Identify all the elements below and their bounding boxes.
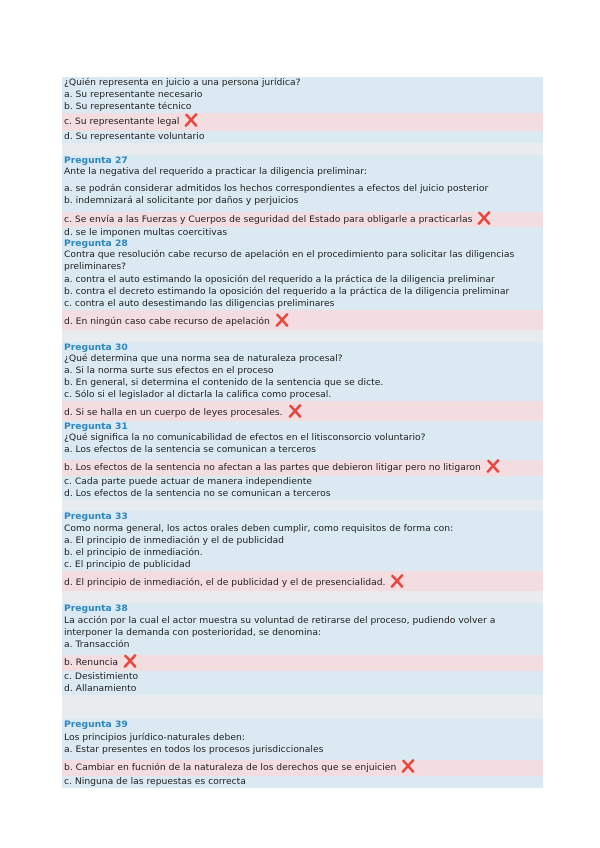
wrong-answer-row <box>62 405 543 421</box>
answer-option <box>62 639 543 651</box>
x-mark-icon <box>275 313 289 327</box>
row-text: Contra que resolución cabe recurso de apelación en el procedimiento para solicitar las diligencias preliminares? <box>64 249 515 272</box>
answer-option <box>62 559 543 571</box>
wrong-answer-row <box>62 314 543 330</box>
row-text: Ante la negativa del requerido a practicar la diligencia preliminar: <box>64 166 367 177</box>
wrong-answer-row <box>62 212 543 227</box>
question-title-text: Pregunta 38 <box>64 603 128 614</box>
question-text <box>62 523 543 535</box>
spacer-row <box>62 500 543 511</box>
row-text: d. Su representante voluntario <box>64 131 205 142</box>
answer-option <box>62 89 543 101</box>
question-text <box>62 732 543 744</box>
row-text: b. En general, si determina el contenido de la sentencia que se dicte. <box>64 377 384 388</box>
row-text: c. Sólo si el legislador al dictarla la califica como procesal. <box>64 389 332 400</box>
question-title-text: Pregunta 30 <box>64 342 128 353</box>
row-text: a. Los efectos de la sentencia se comunican a terceros <box>64 444 316 455</box>
row-text: ¿Qué determina que una norma sea de naturaleza procesal? <box>64 353 343 364</box>
question-title <box>62 511 543 523</box>
question-title-text: Pregunta 28 <box>64 238 128 249</box>
answer-option <box>62 535 543 547</box>
answer-option <box>62 476 543 488</box>
row-text: c. Ninguna de las repuestas es correcta <box>64 776 246 787</box>
row-text: a. El principio de inmediación y el de publicidad <box>64 535 285 546</box>
question-title <box>62 603 543 615</box>
row-text: c. Su representante legal <box>64 116 180 127</box>
row-text: La acción por la cual el actor muestra su voluntad de retirarse del proceso, pudiendo volver a interponer la demanda con posterioridad, se denomina: <box>64 615 496 638</box>
answer-option <box>62 365 543 377</box>
answer-option <box>62 274 543 286</box>
row-text: d. se le imponen multas coercitivas <box>64 227 228 238</box>
row-text: c. El principio de publicidad <box>64 559 191 570</box>
row-text: d. En ningún caso cabe recurso de apelación <box>64 316 270 327</box>
answer-option <box>62 389 543 401</box>
question-title-text: Pregunta 33 <box>64 511 128 522</box>
x-mark-icon <box>123 654 137 668</box>
answer-option <box>62 298 543 310</box>
wrong-answer-row <box>62 460 543 476</box>
row-text: b. Los efectos de la sentencia no afectan a las partes que debieron litigar pero no litigaron <box>64 462 481 473</box>
x-mark-icon <box>477 211 491 225</box>
question-title-text: Pregunta 31 <box>64 421 128 432</box>
row-text: Como norma general, los actos orales deben cumplir, como requisitos de forma con: <box>64 523 454 534</box>
answer-option <box>62 671 543 683</box>
row-text: a. Su representante necesario <box>64 89 203 100</box>
row-text: a. Transacción <box>64 639 130 650</box>
row-text: Los principios jurídico-naturales deben: <box>64 732 245 743</box>
answer-option <box>62 744 543 756</box>
row-text: b. indemnizará al solicitante por daños y perjuicios <box>64 195 299 206</box>
question-text <box>62 249 543 274</box>
row-text: d. Si se halla en un cuerpo de leyes procesales. <box>64 407 283 418</box>
answer-option <box>62 183 543 195</box>
answer-option <box>62 377 543 389</box>
x-mark-icon <box>390 574 404 588</box>
row-text: a. Estar presentes en todos los procesos jurisdiccionales <box>64 744 324 755</box>
row-text: ¿Qué significa la no comunicabilidad de efectos en el litisconsorcio voluntario? <box>64 432 426 443</box>
row-text: c. Desistimiento <box>64 671 139 682</box>
answer-option <box>62 286 543 298</box>
row-text: b. contra el decreto estimando la oposición del requerido a la práctica de la diligencia preliminar <box>64 286 510 297</box>
answer-option <box>62 131 543 143</box>
row-text: a. Si la norma surte sus efectos en el proceso <box>64 365 274 376</box>
spacer-row <box>62 143 543 155</box>
question-text <box>62 77 543 89</box>
answer-option <box>62 683 543 695</box>
wrong-answer-row <box>62 760 543 776</box>
row-text: a. se podrán considerar admitidos los hechos correspondientes a efectos del juicio posterior <box>64 183 489 194</box>
row-text: c. Se envía a las Fuerzas y Cuerpos de seguridad del Estado para obligarle a practicarlas <box>64 214 473 225</box>
quiz-document <box>62 77 543 788</box>
row-text: b. Cambiar en fucnión de la naturaleza de los derechos que se enjuicien <box>64 762 397 773</box>
question-title <box>62 719 543 732</box>
answer-option <box>62 444 543 456</box>
question-title <box>62 421 543 432</box>
wrong-answer-row <box>62 655 543 671</box>
question-title <box>62 155 543 166</box>
row-text: b. el principio de inmediación. <box>64 547 203 558</box>
x-mark-icon <box>184 113 198 127</box>
row-text: b. Su representante técnico <box>64 101 192 112</box>
x-mark-icon <box>288 404 302 418</box>
wrong-answer-row <box>62 575 543 591</box>
answer-option <box>62 101 543 113</box>
row-text: a. contra el auto estimando la oposición del requerido a la práctica de la diligencia preliminar <box>64 274 495 285</box>
question-text <box>62 432 543 444</box>
row-text: d. Allanamiento <box>64 683 137 694</box>
wrong-answer-row <box>62 113 543 131</box>
row-text: d. El principio de inmediación, el de publicidad y el de presencialidad. <box>64 577 386 588</box>
question-title <box>62 342 543 353</box>
x-mark-icon <box>401 759 415 773</box>
question-text <box>62 615 543 639</box>
row-text: b. Renuncia <box>64 657 118 668</box>
spacer-row <box>62 695 543 719</box>
spacer-row <box>62 330 543 342</box>
row-text: d. Los efectos de la sentencia no se comunican a terceros <box>64 488 331 499</box>
answer-option <box>62 547 543 559</box>
answer-option <box>62 488 543 500</box>
row-text: c. contra el auto desestimando las diligencias preliminares <box>64 298 335 309</box>
spacer-row <box>62 591 543 603</box>
answer-option <box>62 776 543 788</box>
row-text: c. Cada parte puede actuar de manera independiente <box>64 476 312 487</box>
answer-option <box>62 195 543 207</box>
question-text <box>62 353 543 365</box>
x-mark-icon <box>486 459 500 473</box>
question-title-text: Pregunta 27 <box>64 155 128 166</box>
question-title <box>62 238 543 249</box>
question-title-text: Pregunta 39 <box>64 719 128 730</box>
answer-option <box>62 227 543 238</box>
row-text: ¿Quién representa en juicio a una persona jurídica? <box>64 77 301 88</box>
question-text <box>62 166 543 178</box>
